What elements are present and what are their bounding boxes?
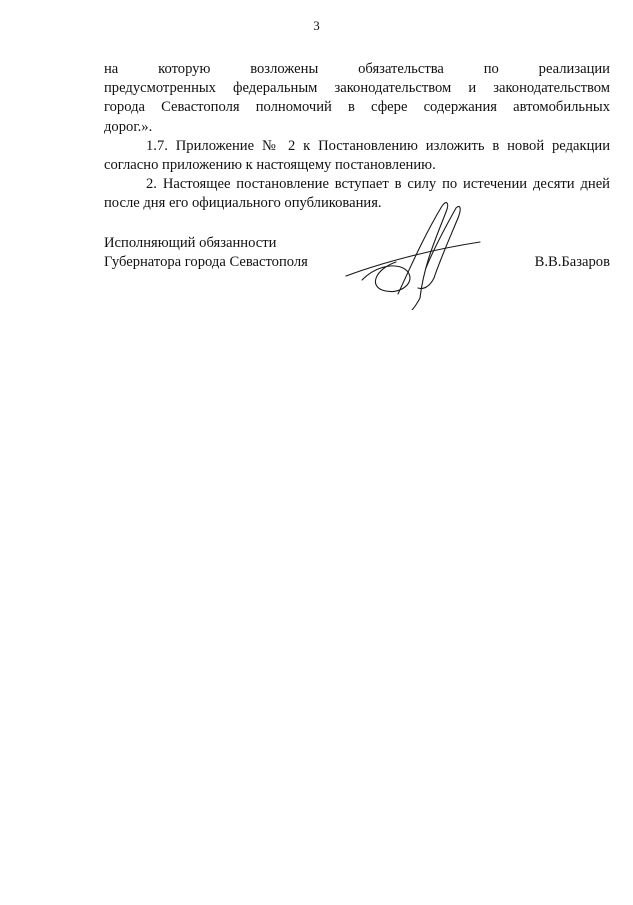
handwritten-signature <box>338 198 488 310</box>
signatory-name: В.В.Базаров <box>534 254 610 271</box>
document-body <box>104 60 610 214</box>
text-line: на которую возложены обязательства по реализации <box>104 61 610 77</box>
text-line: согласно приложению к настоящему постановлению. <box>104 157 436 174</box>
paragraph-continuation <box>104 60 610 137</box>
text-line: предусмотренных федеральным законодательством и законодательством <box>104 80 610 97</box>
text-line: после дня его официального опубликования. <box>104 195 382 212</box>
paragraph-item-1-7 <box>104 137 610 175</box>
text-line: 1.7. Приложение № 2 к Постановлению изложить в новой редакции <box>146 137 610 154</box>
page-number: 3 <box>313 18 320 33</box>
text-line: дорог.». <box>104 118 153 135</box>
signatory-title-line1: Исполняющий обязанности <box>104 235 277 251</box>
signatory-title-line2: Губернатора города Севастополя <box>104 254 308 271</box>
text-line: 2. Настоящее постановление вступает в силу по истечении десяти дней <box>146 176 610 193</box>
text-line: города Севастополя полномочий в сфере содержания автомобильных <box>104 99 610 116</box>
